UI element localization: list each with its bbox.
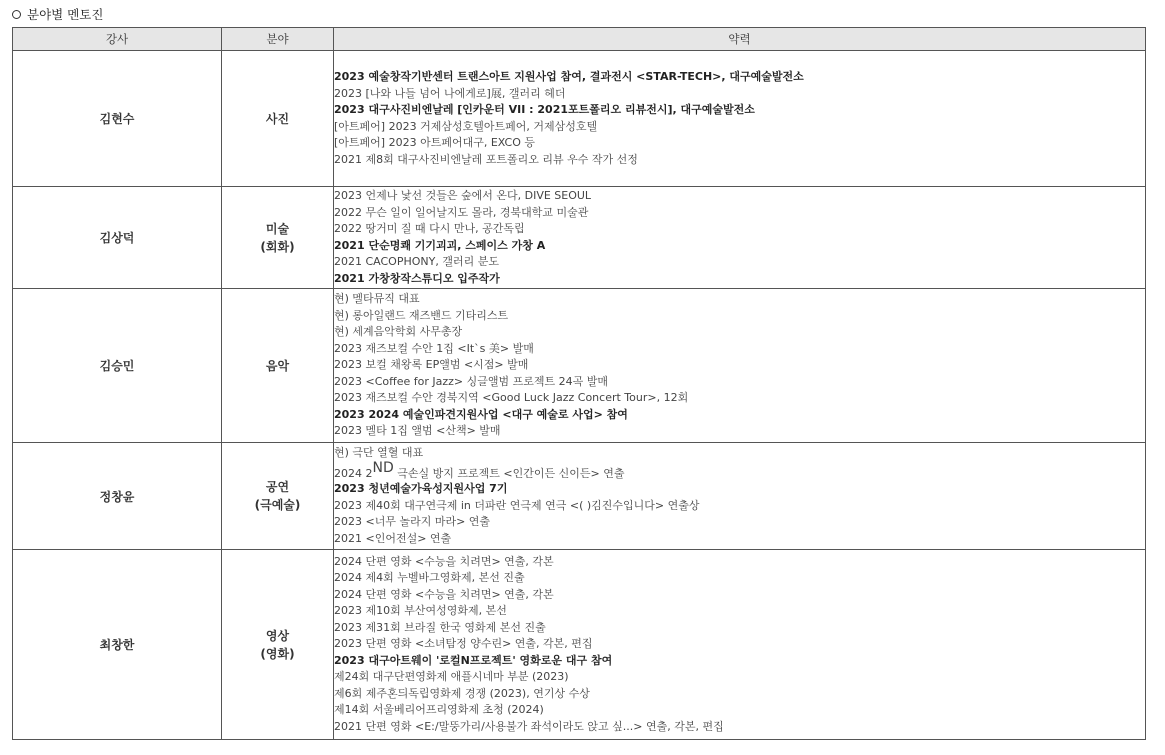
mentor-name: 최창한 [13, 550, 222, 740]
mentor-field [222, 289, 334, 443]
table-row [13, 289, 1146, 443]
mentor-career [334, 187, 1146, 289]
mentor-name: 김현수 [13, 51, 222, 187]
career-item: 2023 대구사진비엔날레 [인카운터 VII : 2021포트폴리오 리뷰전시], 대구예술발전소 [334, 103, 755, 116]
mentor-career [334, 550, 1146, 740]
mentor-name: 김상덕 [13, 187, 222, 289]
career-item: 2023 보컬 채왕록 EP앨범 <시점> 발매 [334, 358, 529, 372]
career-item: 2021 단편 영화 <E:/말뚱가리/사용불가 좌석이라도 앉고 싶...> 연출, 각본, 편집 [334, 719, 724, 733]
career-item: 2023 제40회 대구연극제 in 더파란 연극제 연극 <( )김진수입니다> 연출상 [334, 498, 700, 512]
field-label: 공연 [265, 480, 290, 494]
career-item: 2023 대구아트웨이 '로컬N프로젝트' 영화로운 대구 참여 [334, 653, 613, 667]
career-item: 2023 재즈보컬 수안 경북지역 <Good Luck Jazz Concert Tour>, 12회 [334, 391, 689, 405]
section-title-text: 분야별 멘토진 [27, 7, 104, 22]
career-item: 2023 [나와 나들 넘어 나에게로]展, 갤러리 헤더 [334, 86, 566, 100]
career-item: 2023 2024 예술인파견지원사업 <대구 예술로 사업> 참여 [334, 407, 628, 421]
mentor-career [334, 51, 1146, 187]
career-item: [아트페어] 2023 거제삼성호텔아트페어, 거제삼성호텔 [334, 119, 598, 133]
mentor-field [222, 443, 334, 550]
career-item: 2023 재즈보컬 수안 1집 <It`s 美> 발매 [334, 341, 534, 355]
career-item [334, 461, 1145, 481]
table-row [13, 550, 1146, 740]
table-row [13, 443, 1146, 550]
table-row [13, 187, 1146, 289]
career-item: 제14회 서울베리어프리영화제 초청 (2024) [334, 703, 544, 717]
career-item: 현) 롱아일랜드 재즈밴드 기타리스트 [334, 308, 509, 322]
section-heading [12, 4, 103, 24]
field-label: 음악 [265, 358, 290, 373]
career-item: 제24회 대구단편영화제 애플시네마 부분 (2023) [334, 670, 569, 684]
column-header-instructor: 강사 [13, 28, 222, 51]
mentor-table-body [13, 51, 1146, 740]
career-item: 2021 제8회 대구사진비엔날레 포트폴리오 리뷰 우수 작가 선정 [334, 152, 638, 166]
bullet-circle-icon [12, 10, 21, 19]
field-label: (극예술) [254, 498, 301, 512]
career-item: 2024 단편 영화 <수능을 치려면> 연출, 각본 [334, 587, 554, 601]
career-item: 2023 멜타 1집 앨범 <산책> 발매 [334, 424, 501, 438]
career-item: 2021 단순명쾌 기기괴괴, 스페이스 가창 A [334, 238, 546, 252]
mentor-field [222, 550, 334, 740]
career-item: 2021 가창창작스튜디오 입주작가 [334, 271, 500, 285]
career-item: 2023 예술창작기반센터 트랜스아트 지원사업 참여, 결과전시 <STAR-TECH>, 대구예술발전소 [334, 70, 804, 83]
career-item-text: 극손실 방지 프로젝트 <인간이든 신이든> 연출 [397, 467, 625, 481]
mentor-name: 정창윤 [13, 443, 222, 550]
field-label: 사진 [265, 111, 290, 126]
career-item-superscript: ND [372, 461, 394, 477]
career-item: 2023 <Coffee for Jazz> 싱글앨범 프로젝트 24곡 발매 [334, 374, 608, 388]
career-item: [아트페어] 2023 아트페어대구, EXCO 등 [334, 136, 535, 149]
career-item: 2023 단편 영화 <소녀탐정 양수린> 연출, 각본, 편집 [334, 637, 593, 651]
career-item: 2022 땅거미 질 때 다시 만나, 공간독립 [334, 222, 525, 235]
career-item-prefix: 2024 2 [334, 467, 373, 481]
career-item: 2021 CACOPHONY, 갤러리 분도 [334, 255, 499, 268]
career-item: 현) 세계음악학회 사무총장 [334, 325, 463, 339]
table-row [13, 51, 1146, 187]
career-item: 2021 <인어전설> 연출 [334, 531, 452, 545]
career-item: 2023 제10회 부산여성영화제, 본선 [334, 604, 507, 618]
mentor-field [222, 51, 334, 187]
career-item: 2022 무슨 일이 일어날지도 몰라, 경북대학교 미술관 [334, 205, 589, 219]
career-item: 2024 단편 영화 <수능을 치려면> 연출, 각본 [334, 554, 554, 568]
column-header-field: 분야 [222, 28, 334, 51]
field-label: (회화) [260, 239, 295, 254]
mentor-name: 김승민 [13, 289, 222, 443]
career-item: 제6회 제주혼듸독립영화제 경쟁 (2023), 연기상 수상 [334, 686, 590, 700]
column-header-career: 약력 [334, 28, 1146, 51]
career-item: 현) 멜타뮤직 대표 [334, 292, 420, 306]
table-header-row [13, 28, 1146, 51]
career-item: 2023 <너무 놀라지 마라> 연출 [334, 515, 491, 529]
field-label: 미술 [265, 221, 290, 236]
career-item: 2024 제4회 누벨바그영화제, 본선 진출 [334, 571, 525, 585]
career-item: 현) 극단 열혈 대표 [334, 445, 424, 459]
field-label: 영상 [265, 628, 290, 643]
mentor-career [334, 289, 1146, 443]
mentor-field [222, 187, 334, 289]
career-item: 2023 청년예술가육성지원사업 7기 [334, 482, 508, 496]
mentor-career [334, 443, 1146, 550]
field-label: (영화) [260, 646, 295, 661]
career-item: 2023 언제나 낯선 것들은 숲에서 온다, DIVE SEOUL [334, 189, 592, 202]
career-item: 2023 제31회 브라질 한국 영화제 본선 진출 [334, 620, 546, 634]
mentor-table [12, 27, 1146, 740]
